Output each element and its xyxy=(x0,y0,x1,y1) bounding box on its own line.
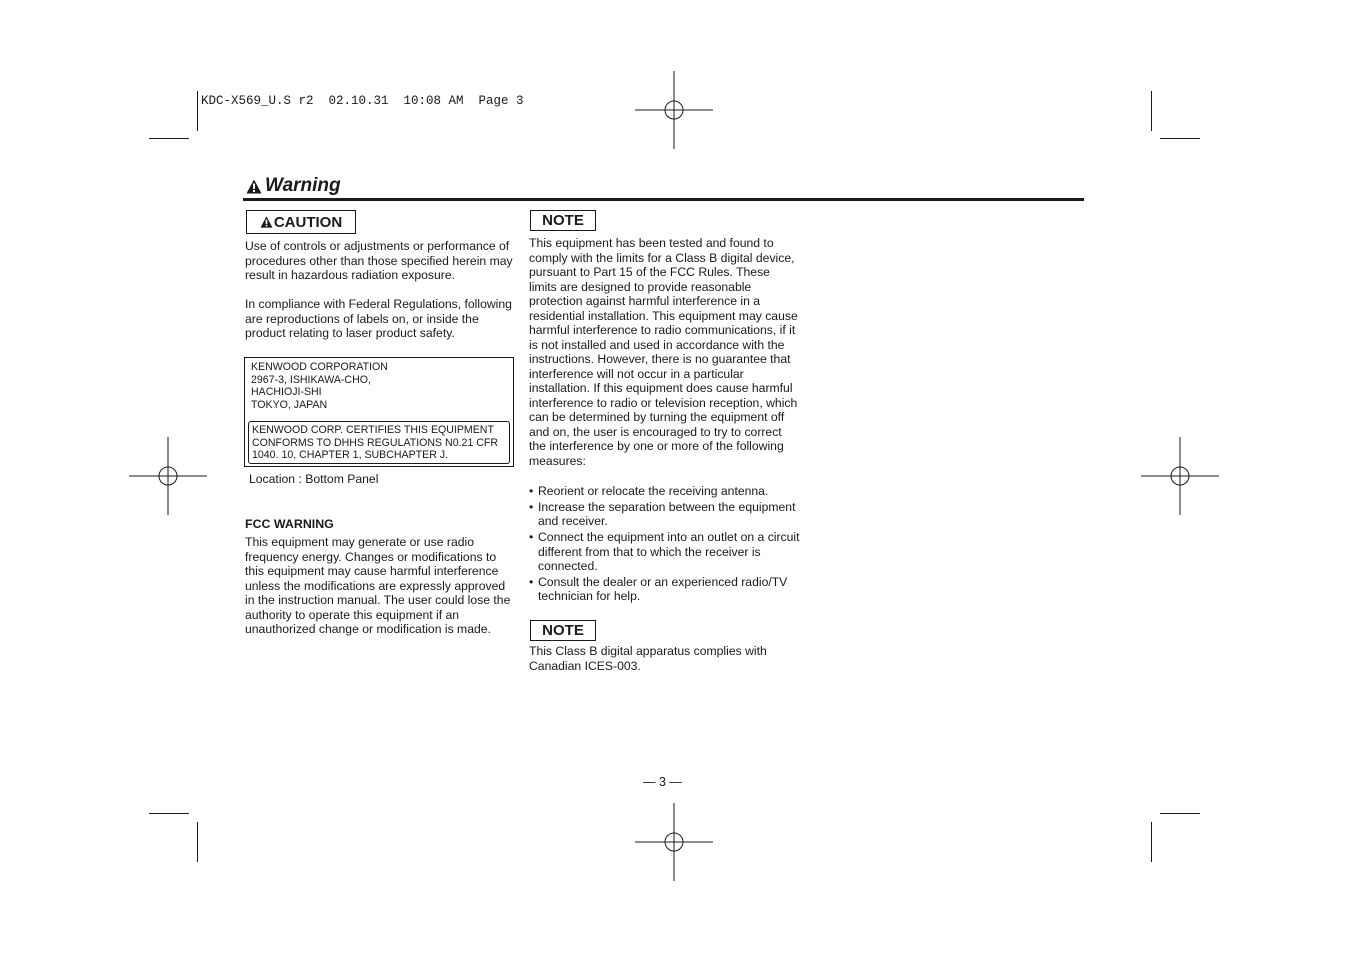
crop-mark xyxy=(1151,91,1152,131)
crop-mark xyxy=(149,138,189,139)
crop-mark xyxy=(197,91,198,131)
list-item: • Consult the dealer or an experienced radio/TV technician for help. xyxy=(529,575,801,604)
label-address: KENWOOD CORPORATION 2967-3, ISHIKAWA-CHO, HACHIOJI-SHI TOKYO, JAPAN xyxy=(251,361,388,412)
note-tag: NOTE xyxy=(530,210,596,231)
crop-mark xyxy=(1160,138,1200,139)
registration-mark-icon xyxy=(1141,437,1219,515)
page-number: — 3 — xyxy=(643,775,682,789)
crop-mark xyxy=(1160,813,1200,814)
warning-triangle-icon xyxy=(260,216,273,228)
list-item: • Connect the equipment into an outlet on a circuit different from that to which the receiver is connected. xyxy=(529,530,801,574)
crop-mark xyxy=(1151,822,1152,862)
section-heading xyxy=(246,175,341,197)
note-bullet-list xyxy=(529,484,801,605)
registration-mark-icon xyxy=(635,71,713,149)
list-item: • Reorient or relocate the receiving antenna. xyxy=(529,484,801,499)
note-body: This Class B digital apparatus complies with Canadian ICES-003. xyxy=(529,644,767,673)
crop-mark xyxy=(197,822,198,862)
section-title: Warning xyxy=(265,175,341,196)
heading-rule xyxy=(243,198,1084,201)
warning-triangle-icon xyxy=(246,179,262,194)
registration-mark-icon xyxy=(635,803,713,881)
label-certification: KENWOOD CORP. CERTIFIES THIS EQUIPMENT CONFORMS TO DHHS REGULATIONS N0.21 CFR 1040. 10, CHAPTER 1, SUBCHAPTER J. xyxy=(248,421,510,464)
print-slug: KDC-X569_U.S r2 02.10.31 10:08 AM Page 3 xyxy=(201,94,524,108)
note-body: This equipment has been tested and found to comply with the limits for a Class B digital device, pursuant to Part 15 of the FCC Rules. These limits are designed to provide reasonable protection against harmful interference in a residential installation. This equipment may cause harmful interference to radio communications, if it is not installed and used in accordance with the instructions. However, there is no guarantee that interference will not occur in a particular installation. If this equipment does cause harmful interference to radio or television reception, which can be determined by turning the equipment off and on, the user is encouraged to try to correct the interference by one or more of the following measures: xyxy=(529,236,798,468)
caution-paragraph: Use of controls or adjustments or performance of procedures other than those specified herein may result in hazardous radiation exposure. xyxy=(245,239,513,282)
laser-label-box xyxy=(244,357,514,467)
caution-label: CAUTION xyxy=(273,213,343,231)
fcc-warning-body: This equipment may generate or use radio frequency energy. Changes or modifications to this equipment may cause harmful interference unless the modifications are expressly approved in the instruction manual. The user could lose the authority to operate this equipment if an unauthorized change or modification is made. xyxy=(245,535,511,636)
registration-mark-icon xyxy=(129,437,207,515)
fcc-warning-title: FCC WARNING xyxy=(245,517,334,531)
caution-paragraph: In compliance with Federal Regulations, following are reproductions of labels on, or inside the product relating to laser product safety. xyxy=(245,297,512,340)
caution-tag xyxy=(246,210,356,234)
note-tag: NOTE xyxy=(530,620,596,641)
crop-mark xyxy=(149,813,189,814)
list-item: • Increase the separation between the equipment and receiver. xyxy=(529,500,801,529)
label-location: Location : Bottom Panel xyxy=(249,472,379,486)
